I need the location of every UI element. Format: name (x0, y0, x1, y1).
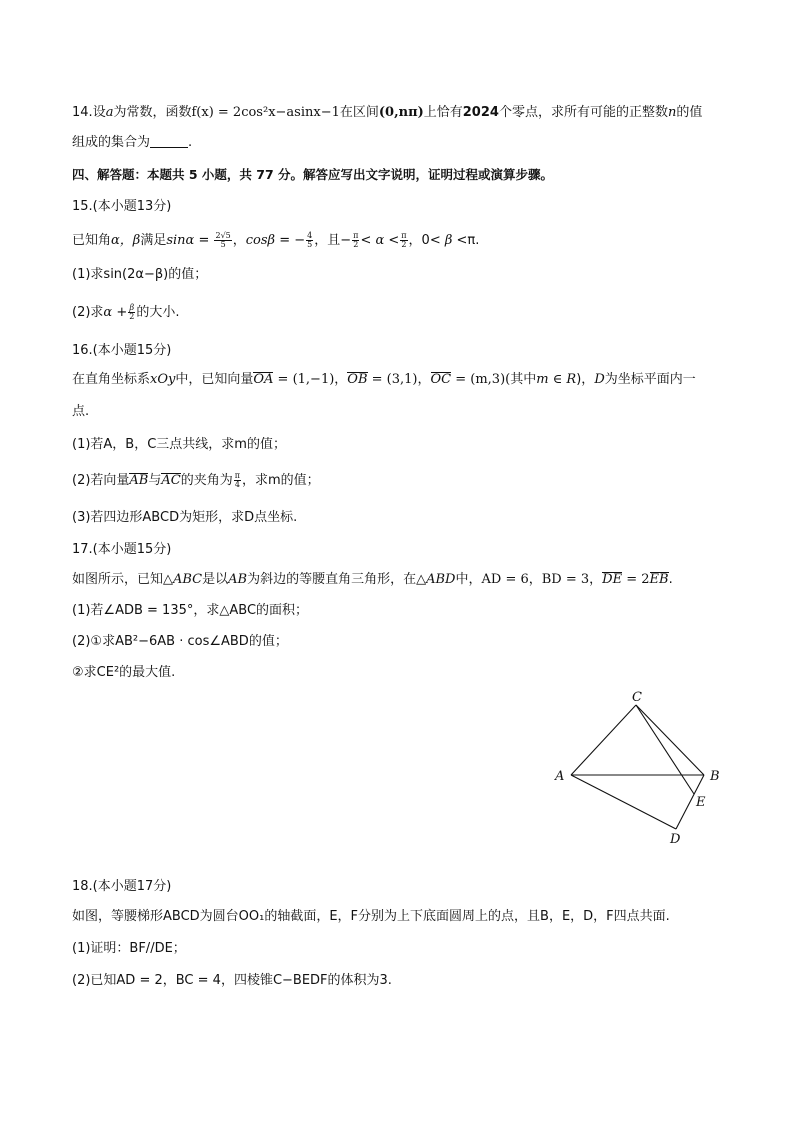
fraction: $\frac{\pi}{2}$ (401, 231, 407, 249)
edge-AC (571, 705, 636, 775)
q17-header: 17.(本小题15分) (72, 542, 172, 557)
fraction: $\frac{\pi}{4}$ (234, 471, 241, 489)
q17-part2: (2)①求AB²−6AB · cos∠ABD的值； (72, 634, 288, 649)
q18-part1: (1)证明：BF//DE； (72, 941, 186, 956)
label-E: E (696, 795, 706, 810)
q15-part1: (1)求sin(2α−β)的值； (72, 267, 208, 282)
q17-part1: (1)若∠ADB = 135°，求△ABC的面积； (72, 603, 309, 618)
label-C: C (632, 690, 642, 705)
q17-part3: ②求CE²的最大值. (72, 665, 176, 680)
q15-part2: (2)求α + $\frac{\beta}{2}$ 的大小. (72, 303, 180, 321)
label-D: D (670, 832, 681, 847)
q16-stem: 在直角坐标系xOy中，已知向量OA = (1,−1)，OB = (3,1)，OC = (m,3)(其中m ∈ R)，D为坐标平面内一 (72, 372, 696, 387)
q14-line2: 组成的集合为 . (72, 135, 193, 150)
q18-part2: (2)已知AD = 2，BC = 4，四棱锥C−BEDF的体积为3. (72, 973, 392, 988)
q16-header: 16.(本小题15分) (72, 343, 172, 358)
fraction: $\frac{2√5}{5}$ (215, 231, 231, 249)
q16-part2: (2)若向量AB与AC的夹角为 $\frac{\pi}{4}$ ，求m的值； (72, 471, 320, 489)
q18-stem: 如图，等腰梯形ABCD为圆台OO₁的轴截面，E，F分别为上下底面圆周上的点，且B，E，D，F四点共面. (72, 909, 670, 924)
edge-CB (636, 705, 704, 775)
q18-header: 18.(本小题17分) (72, 879, 172, 894)
q16-part3: (3)若四边形ABCD为矩形，求D点坐标. (72, 510, 298, 525)
label-A: A (555, 769, 565, 784)
q16-stem-line2: 点. (72, 404, 90, 419)
fraction: $\frac{\beta}{2}$ (129, 303, 135, 321)
q15-header: 15.(本小题13分) (72, 199, 172, 214)
q14-function: f(x) = 2cos²x−asinx−1 (191, 105, 340, 120)
triangle-figure (548, 688, 738, 853)
section-heading: 四、解答题：本题共 5 小题，共 77 分。解答应写出文字说明，证明过程或演算步骤。 (72, 167, 554, 182)
fraction: $\frac{4}{5}$ (307, 231, 313, 249)
edge-AD (571, 775, 676, 829)
q16-part1: (1)若A，B，C三点共线，求m的值； (72, 437, 286, 452)
edge-CE (636, 705, 694, 794)
fraction: $\frac{\pi}{2}$ (353, 231, 359, 249)
label-B: B (710, 769, 720, 784)
q17-stem: 如图所示，已知△ABC是以AB为斜边的等腰直角三角形，在△ABD中，AD = 6，BD = 3，DE = 2EB. (72, 572, 673, 587)
answer-blank (150, 135, 188, 148)
q14-line1: 14.设a为常数，函数f(x) = 2cos²x−asinx−1在区间(0,nπ)上恰有2024个零点，求所有可能的正整数n的值 (72, 105, 703, 120)
q15-stem: 已知角α，β满足sinα = $\frac{2√5}{5}$ ，cosβ = − $\frac{4}{5}$ ，且− $\frac{\pi}{2}$ < α < $\frac{\pi}{2}$ ，0< β <π. (72, 231, 480, 249)
